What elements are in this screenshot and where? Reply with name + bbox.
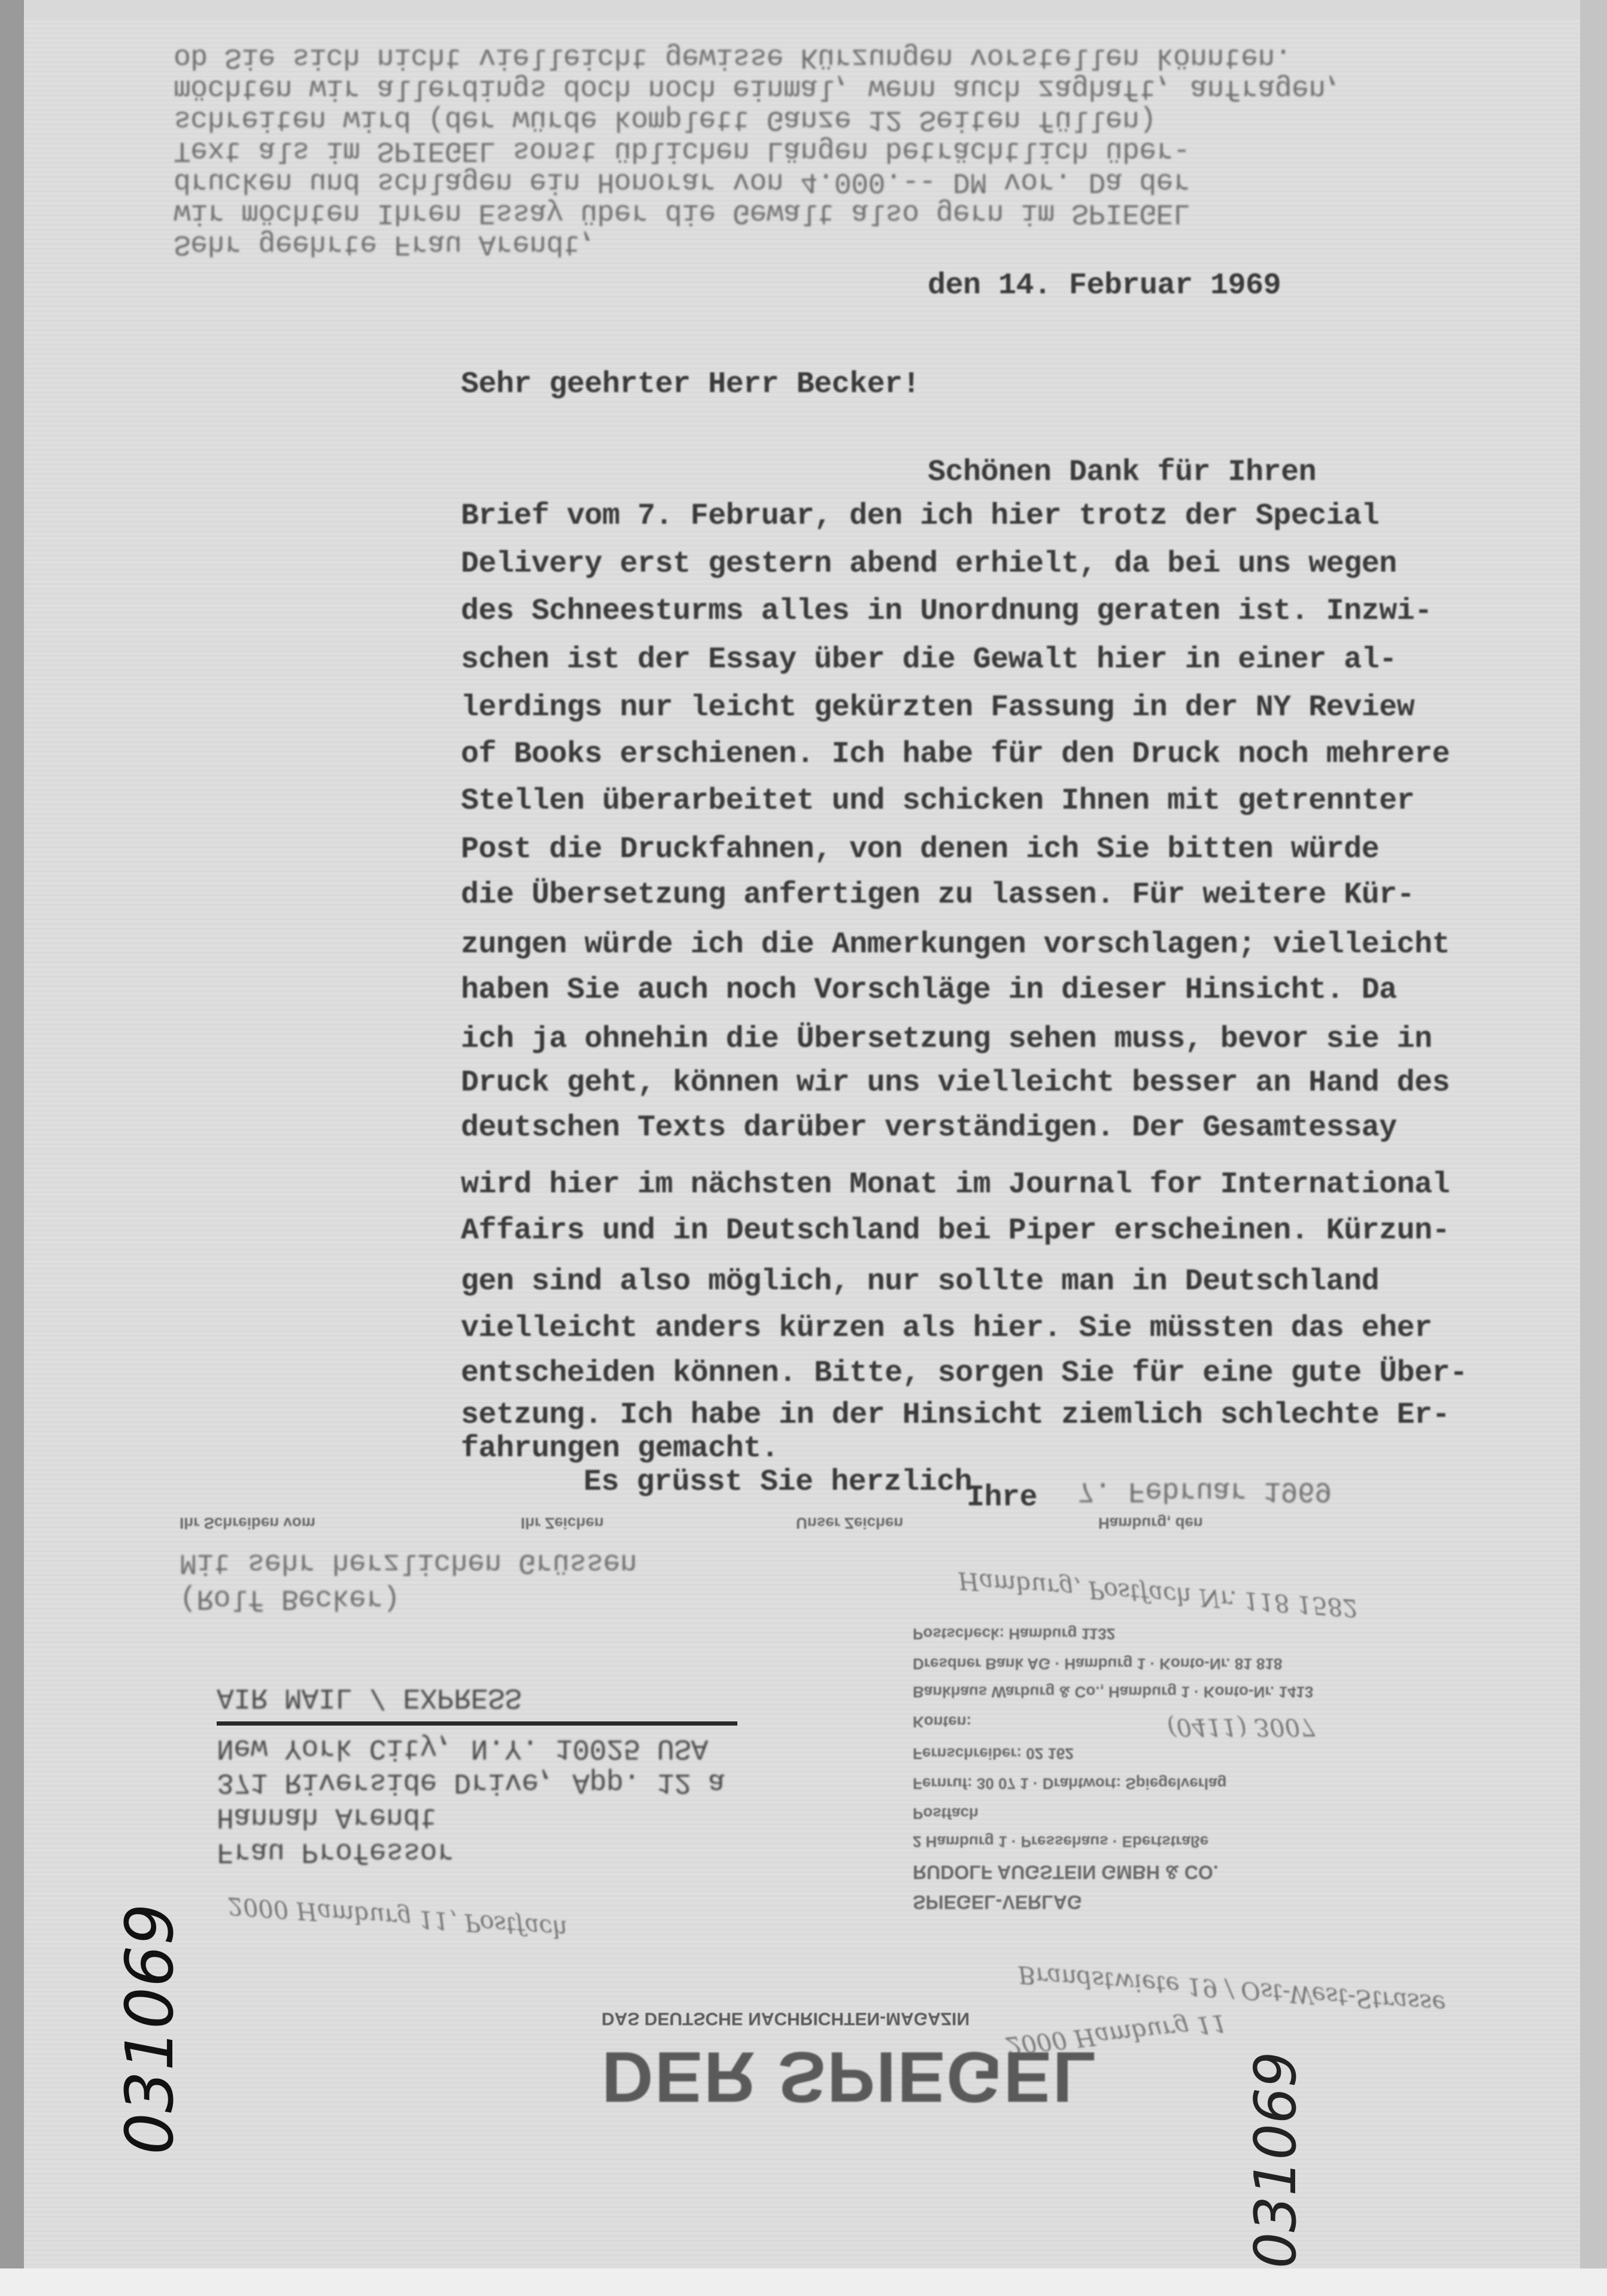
bleed-address-line: Hannah Arendt [217,1800,437,1833]
handwritten-note: (0411) 3007 [1167,1713,1316,1741]
address-rule [217,1721,737,1726]
logo-subtitle: DAS DEUTSCHE NACHRICHTEN-MAGAZIN [602,2009,970,2028]
form-label: Ihr Zeichen [521,1514,604,1532]
signoff: Ihre [967,1481,1038,1515]
bleed-line: schreiten wird (der würde komplett Ganze 12 Seiten füllen) [174,103,1156,135]
body-line: vielleicht anders kürzen als hier. Sie müssten das eher [461,1311,1432,1346]
body-line: Schönen Dank für Ihren [928,455,1317,490]
body-line: wird hier im nächsten Monat im Journal for International [461,1168,1450,1202]
company-line: 2 Hamburg 1 · Pressehaus · Ebertstraße [913,1833,1209,1851]
bleed-salutation: Sehr geehrte Frau Arendt, [174,227,597,260]
bleed-address-line: Frau Professor [217,1835,454,1867]
company-line: Bankhaus Warburg & Co., Hamburg 1 · Konto-Nr. 1413 [913,1683,1314,1701]
body-line: Druck geht, können wir uns vielleicht besser an Hand des [461,1066,1450,1100]
bleed-line: möchten wir allerdings doch noch einmal, wenn auch zaghaft, anfragen, [174,72,1343,104]
handwritten-note: 2000 Hamburg 11, Postfach [227,1891,569,1943]
company-line: Postscheck: Hamburg 1132 [913,1625,1116,1643]
bleed-line: Text als im SPIEGEL sonst üblichen Längen beträchtlich über- [174,134,1190,166]
salutation: Sehr geehrter Herr Becker! [461,368,921,402]
handwritten-note: Brandstwiete 19 / Ost-West-Strasse [1017,1960,1447,2018]
der-spiegel-logo: DER SPIEGEL [602,2037,1098,2117]
body-line: Stellen überarbeitet und schicken Ihnen mit getrennter [461,784,1415,818]
bleed-line: ob Sie sich nicht vielleicht gewisse Kürzungen vorstellen könnten. [174,41,1292,73]
body-line: die Übersetzung anfertigen zu lassen. Für weitere Kür- [461,878,1415,912]
bleed-greeting: Mit sehr herzlichen Grüssen [180,1546,637,1578]
archive-number: 031069 [1243,2051,1309,2268]
form-label: Unser Zeichen [796,1514,904,1532]
body-line: gen sind also möglich, nur sollte man in Deutschland [461,1265,1380,1299]
body-line: Affairs und in Deutschland bei Piper erscheinen. Kürzun- [461,1214,1450,1248]
bleed-line: drucken und schlagen ein Honorar von 4.000.-- DM vor. Da der [174,165,1190,198]
body-line: Post die Druckfahnen, von denen ich Sie bitten würde [461,833,1380,867]
body-line: zungen würde ich die Anmerkungen vorschlagen; vielleicht [461,928,1450,962]
body-line: entscheiden können. Bitte, sorgen Sie für eine gute Über- [461,1356,1468,1390]
bleed-address-line: New York City, N.Y. 10025 USA [217,1732,708,1764]
company-line: SPIEGEL-VERLAG [913,1891,1082,1913]
company-line: Postfach [913,1805,979,1823]
body-line: of Books erschienen. Ich habe für den Druck noch mehrere [461,737,1450,772]
body-line: lerdings nur leicht gekürzten Fassung in der NY Review [461,691,1415,725]
bleed-address-line: 371 Riverside Drive, App. 12 a [217,1766,725,1798]
company-line: RUDOLF AUGSTEIN GMBH & CO. [913,1861,1219,1883]
letter-date: den 14. Februar 1969 [928,269,1281,303]
closing: Es grüsst Sie herzlich [584,1465,973,1499]
bleed-date: 7. Februar 1969 [1077,1474,1332,1507]
scan-edge-left [0,0,24,2296]
body-line: Delivery erst gestern abend erhielt, da bei uns wegen [461,547,1397,581]
company-line: Dresdner Bank AG · Hamburg 1 · Konto-Nr. 81 818 [913,1655,1283,1673]
body-line: des Schneesturms alles in Unordnung geraten ist. Inzwi- [461,594,1432,628]
handwritten-note: 2000 Hamburg 11 [1004,2008,1229,2060]
scan-edge-right [1580,0,1607,2296]
archive-number: 031069 [111,1903,188,2155]
body-line: haben Sie auch noch Vorschläge in dieser Hinsicht. Da [461,973,1397,1007]
company-line: Fernschreiber: 02 162 [913,1745,1074,1763]
body-line: setzung. Ich habe in der Hinsicht ziemlich schlechte Er- [461,1398,1450,1432]
form-label: Ihr Schreiben vom [180,1514,315,1532]
company-line: Fernruf: 30 07 1 · Drahtwort: Spiegelverlag [913,1775,1227,1793]
body-line: schen ist der Essay über die Gewalt hier in einer al- [461,643,1397,677]
bleed-service: AIR MAIL / EXPRESS [217,1681,522,1713]
form-label: Hamburg, den [1098,1514,1203,1532]
bleed-line: wir möchten Ihren Essay über die Gewalt also gern im SPIEGEL [174,196,1190,229]
body-line: deutschen Texts darüber verständigen. Der Gesamtessay [461,1111,1397,1145]
handwritten-note: Hamburg, Postfach Nr. 118 1582 [957,1566,1359,1622]
scan-bottom-edge [0,2268,1607,2296]
body-line: Brief vom 7. Februar, den ich hier trotz der Special [461,499,1380,533]
bleed-sender: (Rolf Becker) [180,1582,400,1614]
body-line: fahrungen gemacht. [461,1432,779,1466]
body-line: ich ja ohnehin die Übersetzung sehen muss, bevor sie in [461,1022,1432,1056]
company-line: Konten: [913,1713,972,1731]
